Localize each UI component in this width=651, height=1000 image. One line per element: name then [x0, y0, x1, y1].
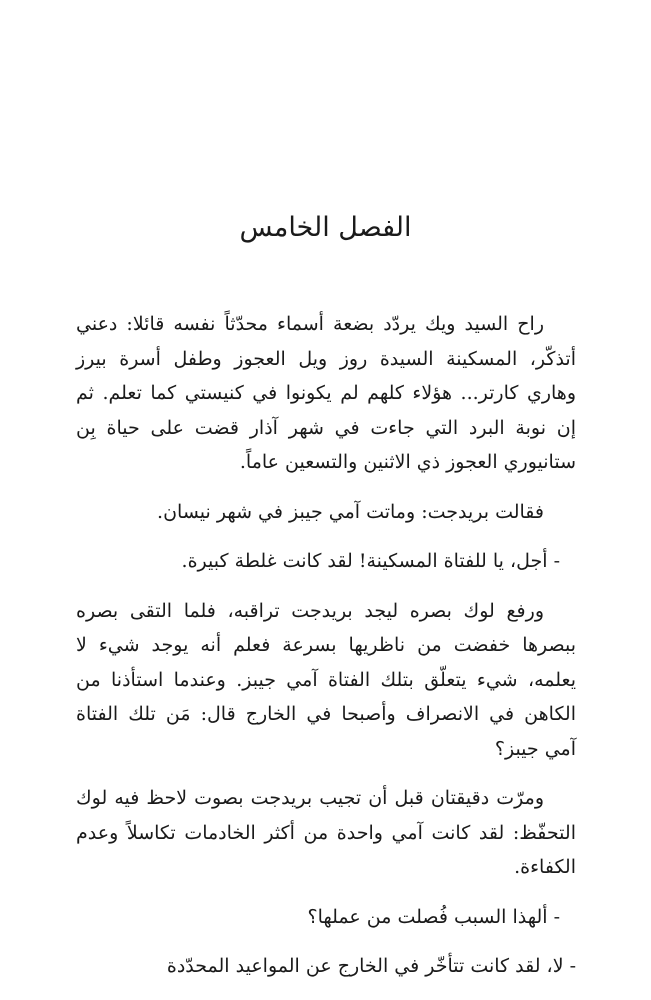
dialogue-line: - أجل، يا للفتاة المسكينة! لقد كانت غلطة كبيرة. — [181, 550, 560, 572]
dialogue-line: - لا، لقد كانت تتأخّر في الخارج عن المواعيد المحدّدة — [166, 955, 576, 977]
chapter-title: الفصل الخامس — [239, 212, 412, 243]
chapter-body — [76, 307, 576, 999]
paragraph: ومرّت دقيقتان قبل أن تجيب بريدجت بصوت لاحظ فيه لوك التحفّظ: لقد كانت آمي واحدة من أكثر الخادمات تكاسلاً وعدم الكفاءة. — [76, 787, 576, 878]
paragraph: فقالت بريدجت: وماتت آمي جيبز في شهر نيسان. — [157, 500, 544, 523]
paragraph: راح السيد ويك يردّد بضعة أسماء محدّثاً نفسه قائلا: دعني أتذكّر، المسكينة السيدة روز ويل العجوز وطفل أسرة بيرز وهاري كارتر... هؤلاء كلهم لم يكونوا في كنيستي كما تعلم. ثم إن نوبة البرد التي جاءت في شهر آذار قضت على حياة بِن ستانيوري العجوز ذي الاثنين والتسعين عاماً. — [76, 313, 576, 473]
paragraph: ورفع لوك بصره ليجد بريدجت تراقبه، فلما التقى بصره ببصرها خفضت من ناظريها بسرعة فعلم أنه يوجد شيء لا يعلمه، شيء يتعلّق بتلك الفتاة آمي جيبز. وعندما استأذنا من الكاهن في الانصراف وأصبحا في الخارج قال: مَن تلك الفتاة آمي جيبز؟ — [76, 599, 576, 760]
dialogue-line: - ألهذا السبب فُصلت من عملها؟ — [307, 905, 560, 928]
